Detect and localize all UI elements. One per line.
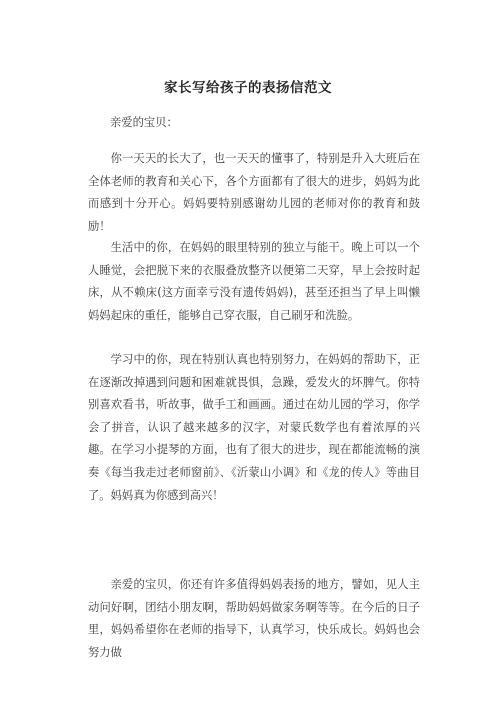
paragraph-4: 亲爱的宝贝，你还有许多值得妈妈表扬的地方，譬如，见人主动问好啊，团结小朋友啊，帮助妈妈做家务啊等等。在今后的日子里，妈妈希望你在老师的指导下，认真学习，快乐成长。妈妈也会努力做: [88, 578, 420, 659]
document-title: 家长写给孩子的表扬信范文: [164, 80, 332, 96]
paragraph-1: 你一天天的长大了，也一天天的懂事了，特别是升入大班后在全体老师的教育和关心下，各个方面都有了很大的进步，妈妈为此而感到十分开心。妈妈要特别感谢幼儿园的老师对你的教育和鼓励！: [88, 152, 420, 233]
paragraph-3: 学习中的你，现在特别认真也特别努力，在妈妈的帮助下，正在逐渐改掉遇到问题和困难就畏惧，急躁，爱发火的坏脾气。你特别喜欢看书，听故事，做手工和画画。通过在幼儿园的学习，你学会了拼音，认识了越来越多的汉字，对蒙氏数学也有着浓厚的兴趣。在学习小提琴的方面，也有了很大的进步，现在都能流畅的演奏《每当我走过老师窗前》、《沂蒙山小调》和《龙的传人》等曲目了。妈妈真为你感到高兴！: [88, 353, 420, 502]
paragraph-2: 生活中的你，在妈妈的眼里特别的独立与能干。晚上可以一个人睡觉，会把脱下来的衣服叠放整齐以便第二天穿，早上会按时起床，从不赖床(这方面幸亏没有遗传妈妈)，甚至还担当了早上叫懒妈妈起床的重任，能够自己穿衣服，自己刷牙和洗脸。: [88, 241, 420, 322]
salutation: 亲爱的宝贝：: [110, 116, 178, 129]
